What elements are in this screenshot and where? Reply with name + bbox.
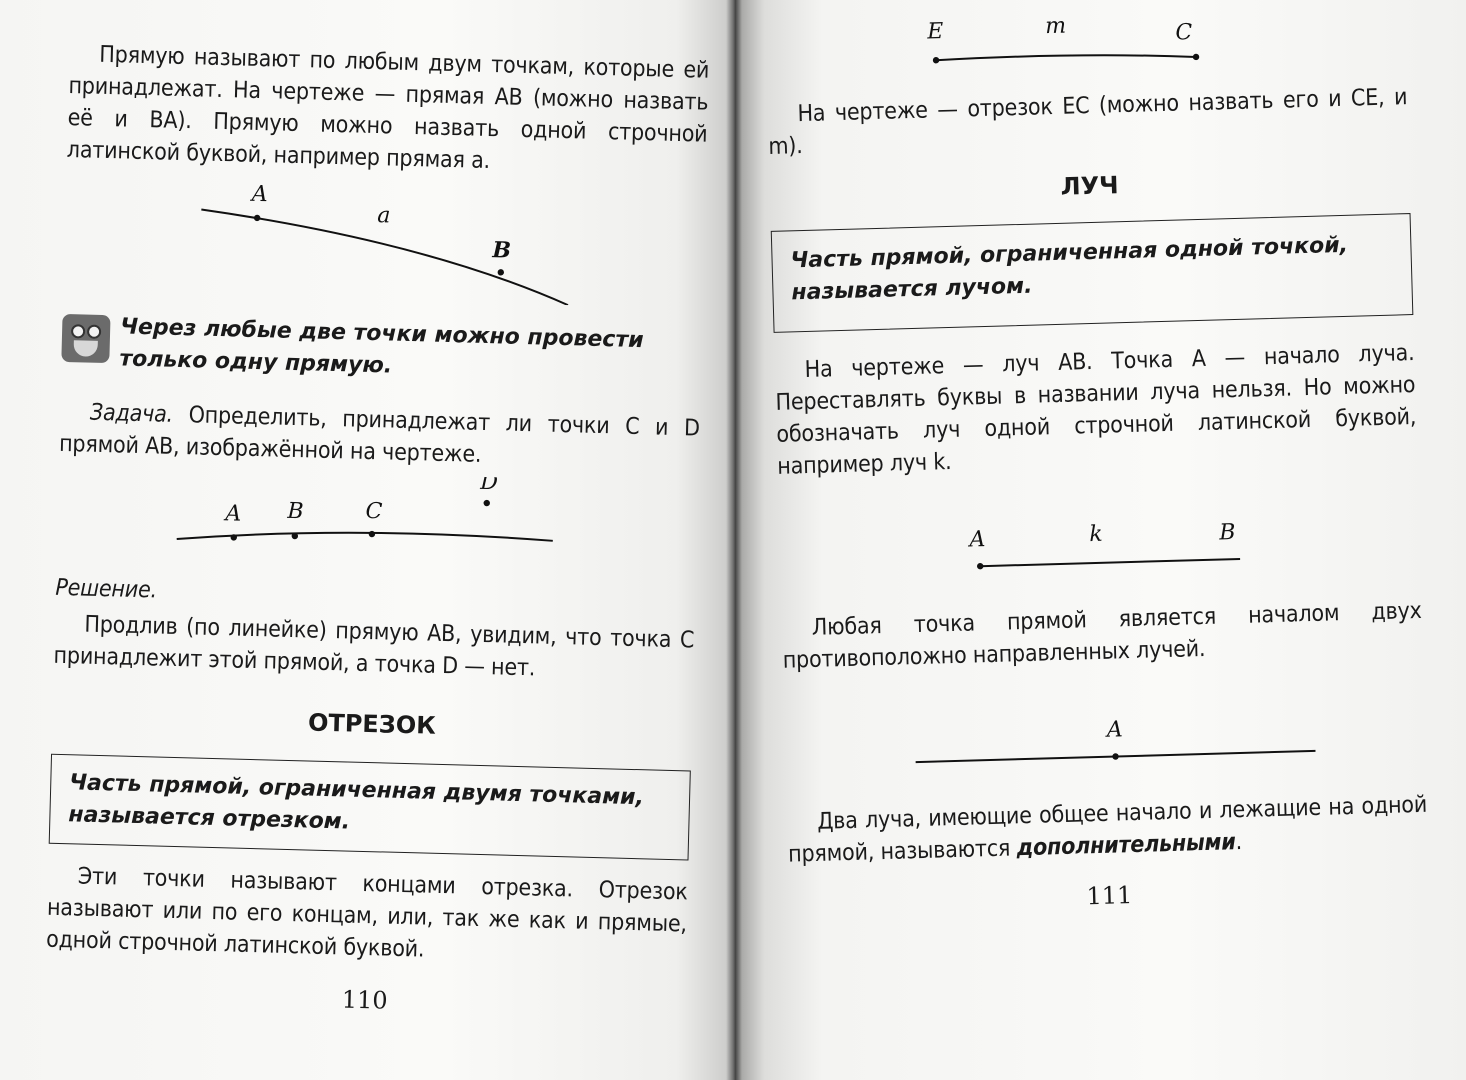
task-label: Задача. (89, 399, 174, 428)
ray-start-point (977, 563, 984, 570)
task-text: Определить, принадлежат ли точки С и D прямой АВ, изображённой на чертеже. (58, 401, 701, 468)
fig2-point-d (483, 500, 490, 507)
common-origin-point (1112, 753, 1119, 760)
ray-label-a: A (969, 527, 986, 553)
page-number-right: 111 (1086, 881, 1133, 911)
point-b-label: B (492, 237, 512, 264)
fig2-label-c: C (365, 498, 383, 525)
fig2-label-a: A (225, 501, 242, 527)
complementary-text: Два луча, имеющие общее начало и лежащие на одной прямой, называются (787, 791, 1428, 868)
right-page-content (765, 7, 1430, 943)
ray-heading: ЛУЧ (1060, 171, 1119, 201)
segment-label-e: E (926, 19, 944, 45)
fig2-point-c (369, 531, 376, 538)
ray-paragraph: На чертеже — луч АВ. Точка А — начало луча. Переставлять буквы в названии луча нельзя. Но можно обозначать луч одной строчной латинской буквой, например луч k. (775, 340, 1417, 480)
figure-segment-ec (765, 7, 1406, 85)
owl-icon (61, 314, 110, 363)
solution-text: Продлив (по линейке) прямую АВ, увидим, что точка С принадлежит этой прямой, а точка D — нет. (53, 611, 695, 682)
figure-points-abcd (56, 466, 698, 575)
complementary-end: . (1235, 829, 1243, 856)
point-b-dot (498, 269, 505, 276)
complementary-paragraph (787, 789, 1429, 871)
task-paragraph (59, 396, 700, 477)
right-page (735, 0, 1466, 1080)
ray-label-b: B (1219, 520, 1236, 546)
figure-point-a-on-line (784, 693, 1426, 781)
line-a-label: a (376, 203, 391, 229)
ray-label-k: k (1089, 521, 1104, 548)
fig2-label-d: D (479, 469, 499, 496)
segment-point-e (933, 57, 940, 64)
segment-label-c: C (1175, 20, 1193, 46)
rule-block (61, 310, 702, 391)
figure-line-ab (63, 172, 706, 309)
complementary-term: дополнительными (1016, 829, 1236, 862)
book-spine-shadow (726, 0, 742, 1080)
figure-ray-ab (779, 499, 1421, 587)
segment-point-c (1193, 54, 1200, 61)
left-page-content (44, 30, 710, 1046)
origin-label-a: A (1106, 717, 1124, 743)
point-a-label: A (251, 181, 268, 208)
ray-ab-line (980, 559, 1240, 566)
segment-ec (936, 52, 1196, 65)
fig2-label-b: B (287, 498, 304, 525)
point-a-dot (254, 215, 261, 222)
segment-caption: На чертеже — отрезок ЕС (можно назвать его и СЕ, и m). (768, 84, 1408, 160)
segment-paragraph: Эти точки называют концами отрезка. Отрезок называют или по его концам, или, так же как и прямые, одной строчной латинской буквой. (45, 863, 688, 963)
page-number-left: 110 (341, 985, 388, 1015)
rule-text: Через любые две точки можно провести только одну прямую. (119, 314, 644, 379)
solution-label: Решение. (55, 574, 158, 604)
opposite-rays-paragraph: Любая точка прямой является началом двух противоположно направленных лучей. (782, 597, 1422, 674)
segment-label-m: m (1044, 13, 1067, 40)
ray-definition-box: Часть прямой, ограниченная одной точкой, называется лучом. (771, 213, 1414, 333)
segment-definition-box: Часть прямой, ограниченная двумя точками, называется отрезком. (49, 754, 691, 861)
intro-paragraph: Прямую называют по любым двум точкам, которые ей принадлежат. На чертеже — прямая АВ (можно назвать её и ВА). Прямую можно назвать одной строчной латинской буквой, например прямая a. (66, 41, 710, 175)
segment-heading: ОТРЕЗОК (307, 708, 437, 740)
